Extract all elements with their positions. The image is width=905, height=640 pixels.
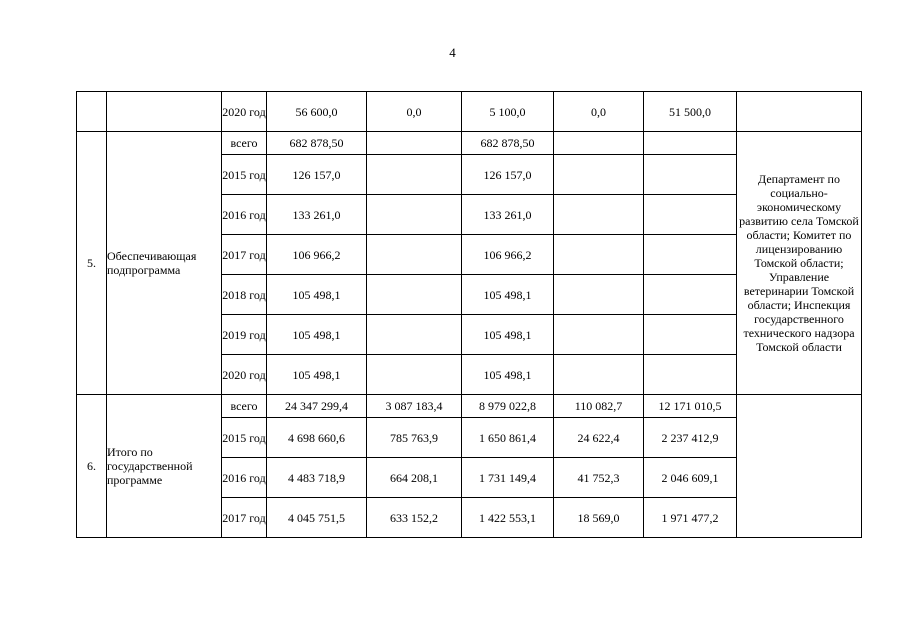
regional-value: 106 966,2 [462,235,554,275]
federal-value: 3 087 183,4 [367,395,462,418]
table-body [77,92,862,538]
total-value: 682 878,50 [267,132,367,155]
regional-value: 126 157,0 [462,155,554,195]
federal-value [367,195,462,235]
period-label: 2019 год [222,315,267,355]
row-number: 5. [77,132,107,395]
local-value: 41 752,3 [554,458,644,498]
regional-value: 8 979 022,8 [462,395,554,418]
federal-value: 0,0 [367,92,462,132]
period-label: 2020 год [222,355,267,395]
extrabudget-value: 51 500,0 [644,92,737,132]
local-value [554,155,644,195]
table-row [77,395,862,418]
extrabudget-value [644,355,737,395]
local-value [554,275,644,315]
total-value: 126 157,0 [267,155,367,195]
period-label: 2020 год [222,92,267,132]
extrabudget-value [644,132,737,155]
local-value [554,132,644,155]
page-number: 4 [449,45,456,60]
federal-value [367,315,462,355]
federal-value [367,235,462,275]
responsible-executor: Департамент по социально-экономическому развитию села Томской области; Комитет по лицензированию Томской области; Управление ветеринарии Томской области; Инспекция государственного технического надзора Томской области [737,132,862,395]
total-value: 106 966,2 [267,235,367,275]
period-label: 2016 год [222,458,267,498]
local-value [554,355,644,395]
responsible-executor [737,92,862,132]
extrabudget-value [644,315,737,355]
total-value: 56 600,0 [267,92,367,132]
local-value: 18 569,0 [554,498,644,538]
subprogram-name: Итого по государственной программе [107,395,222,538]
table-row [77,132,862,155]
period-label: 2015 год [222,418,267,458]
regional-value: 5 100,0 [462,92,554,132]
federal-value [367,355,462,395]
regional-value: 105 498,1 [462,275,554,315]
period-label: 2018 год [222,275,267,315]
responsible-executor [737,395,862,538]
table-row [77,92,862,132]
regional-value: 105 498,1 [462,315,554,355]
extrabudget-value [644,155,737,195]
federal-value: 664 208,1 [367,458,462,498]
total-value: 105 498,1 [267,275,367,315]
period-label: 2017 год [222,498,267,538]
period-label: 2017 год [222,235,267,275]
total-value: 105 498,1 [267,355,367,395]
local-value: 24 622,4 [554,418,644,458]
row-number: 6. [77,395,107,538]
local-value: 110 082,7 [554,395,644,418]
local-value [554,195,644,235]
regional-value: 1 650 861,4 [462,418,554,458]
regional-value: 1 731 149,4 [462,458,554,498]
extrabudget-value: 12 171 010,5 [644,395,737,418]
extrabudget-value [644,195,737,235]
local-value [554,235,644,275]
extrabudget-value: 2 046 609,1 [644,458,737,498]
regional-value: 1 422 553,1 [462,498,554,538]
total-value: 4 483 718,9 [267,458,367,498]
extrabudget-value [644,275,737,315]
total-value: 4 045 751,5 [267,498,367,538]
extrabudget-value [644,235,737,275]
total-value: 133 261,0 [267,195,367,235]
total-value: 4 698 660,6 [267,418,367,458]
federal-value: 633 152,2 [367,498,462,538]
total-value: 24 347 299,4 [267,395,367,418]
regional-value: 133 261,0 [462,195,554,235]
subprogram-name: Обеспечивающая подпрограмма [107,132,222,395]
period-label: 2015 год [222,155,267,195]
period-label: всего [222,132,267,155]
local-value: 0,0 [554,92,644,132]
period-label: всего [222,395,267,418]
regional-value: 105 498,1 [462,355,554,395]
federal-value: 785 763,9 [367,418,462,458]
regional-value: 682 878,50 [462,132,554,155]
local-value [554,315,644,355]
extrabudget-value: 1 971 477,2 [644,498,737,538]
period-label: 2016 год [222,195,267,235]
federal-value [367,155,462,195]
row-number [77,92,107,132]
total-value: 105 498,1 [267,315,367,355]
program-funding-table [76,91,862,538]
extrabudget-value: 2 237 412,9 [644,418,737,458]
federal-value [367,132,462,155]
federal-value [367,275,462,315]
subprogram-name [107,92,222,132]
